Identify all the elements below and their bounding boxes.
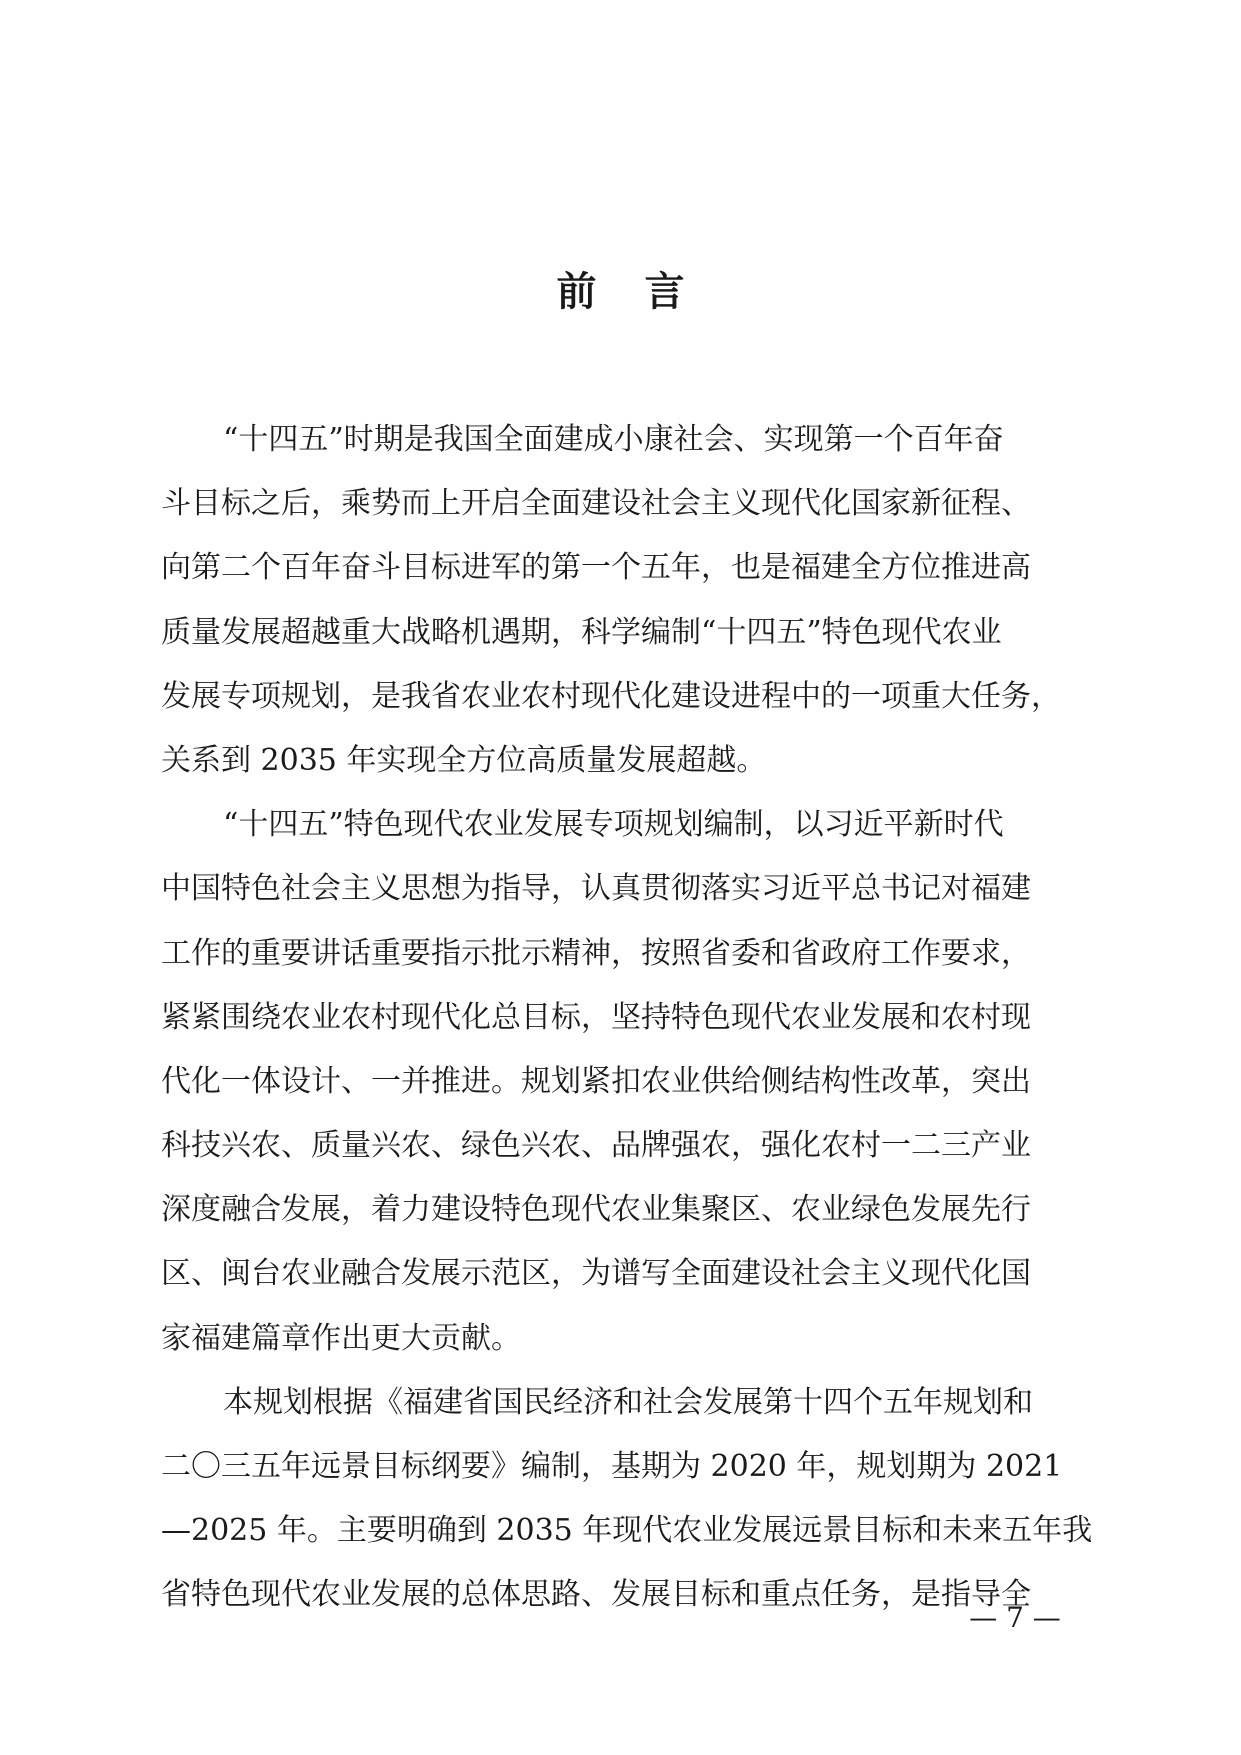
paragraph-line: 质量发展超越重大战略机遇期，科学编制“十四五”特色现代农业 (161, 614, 1002, 650)
paragraph-line: 二〇三五年远景目标纲要》编制，基期为 2020 年，规划期为 2021 (161, 1449, 1063, 1484)
paragraph-line: 区、闽台农业融合发展示范区，为谱写全面建设社会主义现代化国 (161, 1256, 1031, 1292)
paragraph-line: 紧紧围绕农业农村现代化总目标，坚持特色现代农业发展和农村现 (161, 999, 1031, 1035)
paragraph-line: 关系到 2035 年实现全方位高质量发展超越。 (161, 742, 767, 778)
paragraph-line: 省特色现代农业发展的总体思路、发展目标和重点任务，是指导全 (161, 1577, 1031, 1613)
body-text (161, 408, 1101, 1628)
paragraph-line: 代化一体设计、一并推进。规划紧扣农业供给侧结构性改革，突出 (161, 1063, 1031, 1099)
paragraph-line: 深度融合发展，着力建设特色现代农业集聚区、农业绿色发展先行 (161, 1192, 1031, 1228)
page-number: — 7 — (969, 1601, 1061, 1634)
paragraph-line: 发展专项规划，是我省农业农村现代化建设进程中的一项重大任务， (161, 678, 1061, 714)
paragraph-line: “十四五”时期是我国全面建成小康社会、实现第一个百年奋 (223, 422, 1004, 457)
paragraph-line: 向第二个百年奋斗目标进军的第一个五年，也是福建全方位推进高 (161, 550, 1031, 586)
paragraph-line: 科技兴农、质量兴农、绿色兴农、品牌强农，强化农村一二三产业 (161, 1128, 1031, 1164)
paragraph-line: 工作的重要讲话重要指示批示精神，按照省委和省政府工作要求， (161, 935, 1031, 971)
paragraph-line: —2025 年。主要明确到 2035 年现代农业发展远景目标和未来五年我 (161, 1513, 1093, 1549)
paragraph-line: 家福建篇章作出更大贡献。 (161, 1320, 521, 1356)
page-title: 前言 (556, 269, 733, 315)
paragraph-line: 斗目标之后，乘势而上开启全面建设社会主义现代化国家新征程、 (161, 486, 1031, 522)
paragraph-line: 本规划根据《福建省国民经济和社会发展第十四个五年规划和 (223, 1384, 1033, 1420)
paragraph-line: 中国特色社会主义思想为指导，认真贯彻落实习近平总书记对福建 (161, 871, 1031, 907)
paragraph-line: “十四五”特色现代农业发展专项规划编制，以习近平新时代 (223, 807, 1004, 843)
